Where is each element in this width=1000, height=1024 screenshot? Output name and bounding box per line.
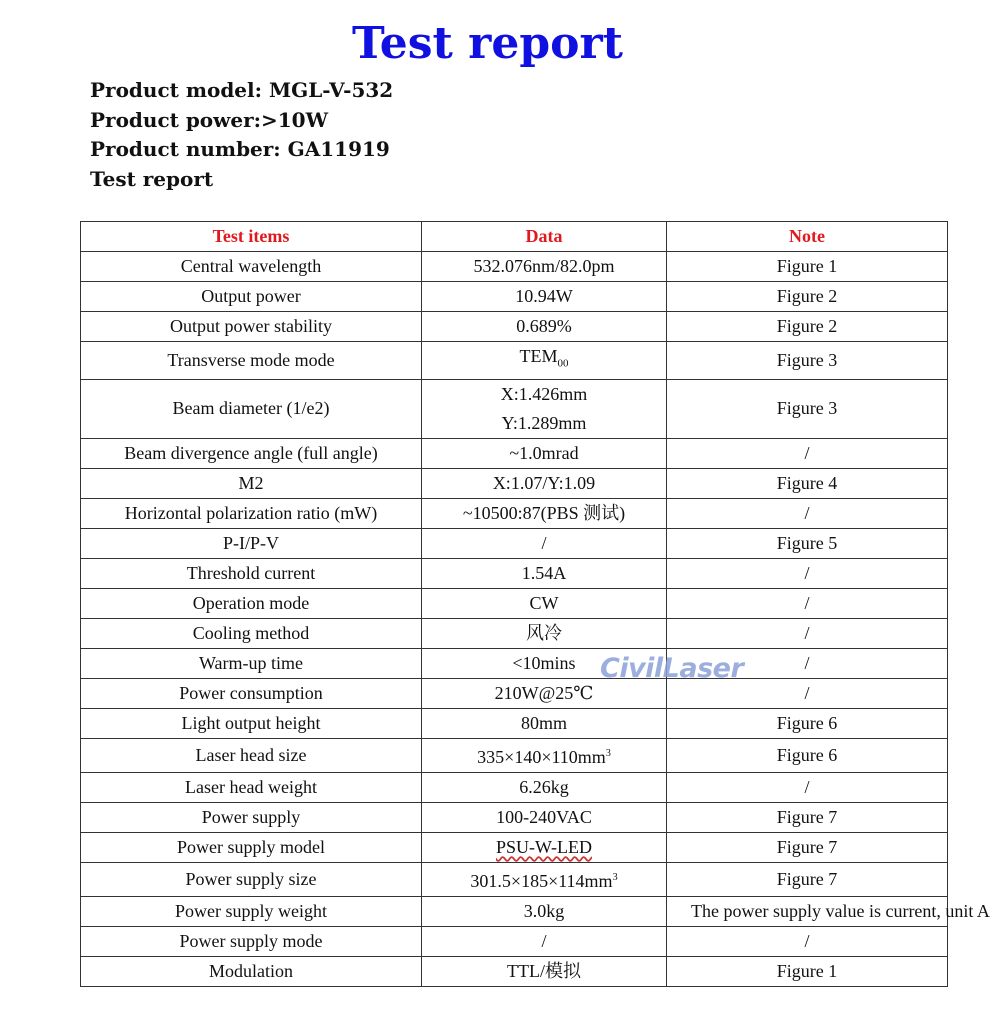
data-cell: 6.26kg — [422, 772, 667, 802]
item-cell: Horizontal polarization ratio (mW) — [81, 498, 422, 528]
item-cell: Warm-up time — [81, 648, 422, 678]
item-cell: Central wavelength — [81, 252, 422, 282]
data-cell: 532.076nm/82.0pm — [422, 252, 667, 282]
data-cell — [422, 379, 667, 438]
note-cell: Figure 2 — [667, 312, 948, 342]
table-row — [81, 468, 948, 498]
note-cell: Figure 7 — [667, 862, 948, 896]
data-line-2: Y:1.289mm — [501, 412, 587, 433]
table-row — [81, 896, 948, 926]
data-cell: 0.689% — [422, 312, 667, 342]
data-cell: X:1.07/Y:1.09 — [422, 468, 667, 498]
data-text: PSU-W-LED — [496, 836, 592, 857]
table-row — [81, 648, 948, 678]
note-cell: Figure 6 — [667, 708, 948, 738]
data-cell: ~10500:87(PBS 测试) — [422, 498, 667, 528]
data-subscript: 00 — [557, 357, 569, 370]
data-text: 335×140×110mm — [477, 746, 606, 767]
note-cell: / — [667, 926, 948, 956]
note-cell: Figure 3 — [667, 379, 948, 438]
table-row — [81, 618, 948, 648]
data-cell: 210W@25℃ — [422, 678, 667, 708]
item-cell: Light output height — [81, 708, 422, 738]
item-cell: Operation mode — [81, 588, 422, 618]
table-row — [81, 802, 948, 832]
data-cell: ~1.0mrad — [422, 438, 667, 468]
table-row — [81, 708, 948, 738]
note-cell: Figure 1 — [667, 956, 948, 986]
table-row — [81, 379, 948, 438]
watermark-logo: CivilLaser — [600, 653, 744, 684]
table-row — [81, 438, 948, 468]
note-cell: / — [667, 618, 948, 648]
item-cell: Power supply size — [81, 862, 422, 896]
item-cell: Cooling method — [81, 618, 422, 648]
product-power: Product power:>10W — [90, 107, 329, 132]
header-data: Data — [422, 222, 667, 252]
note-cell: Figure 7 — [667, 832, 948, 862]
product-info — [90, 76, 393, 194]
product-number: Product number: GA11919 — [90, 137, 390, 162]
data-cell: 3.0kg — [422, 896, 667, 926]
data-cell — [422, 832, 667, 862]
header-test-items: Test items — [81, 222, 422, 252]
note-cell: / — [667, 678, 948, 708]
item-cell: Power supply — [81, 802, 422, 832]
data-text: TEM — [519, 346, 558, 366]
table-row — [81, 558, 948, 588]
table-row — [81, 862, 948, 896]
data-cell: 10.94W — [422, 282, 667, 312]
table-row — [81, 772, 948, 802]
note-cell: / — [667, 772, 948, 802]
note-cell: / — [667, 588, 948, 618]
table-row — [81, 678, 948, 708]
page-title: Test report — [352, 18, 623, 69]
data-cell: TTL/模拟 — [422, 956, 667, 986]
data-cell: 1.54A — [422, 558, 667, 588]
table-row — [81, 832, 948, 862]
data-cell: / — [422, 528, 667, 558]
data-cell — [422, 862, 667, 896]
data-cell — [422, 738, 667, 772]
table-row — [81, 926, 948, 956]
table-row — [81, 282, 948, 312]
item-cell: Beam divergence angle (full angle) — [81, 438, 422, 468]
note-cell: / — [667, 558, 948, 588]
data-superscript: 3 — [612, 871, 618, 883]
table-row — [81, 956, 948, 986]
table-header-row — [81, 222, 948, 252]
product-model: Product model: MGL-V-532 — [90, 78, 394, 102]
note-cell: Figure 6 — [667, 738, 948, 772]
item-cell: Output power stability — [81, 312, 422, 342]
table-row — [81, 738, 948, 772]
table-row — [81, 528, 948, 558]
item-cell: Beam diameter (1/e2) — [81, 379, 422, 438]
item-cell: Threshold current — [81, 558, 422, 588]
item-cell: Power supply mode — [81, 926, 422, 956]
item-cell: Laser head weight — [81, 772, 422, 802]
data-cell: 80mm — [422, 708, 667, 738]
note-cell: Figure 4 — [667, 468, 948, 498]
data-cell — [422, 342, 667, 380]
table-row — [81, 342, 948, 380]
table-row — [81, 498, 948, 528]
note-cell: Figure 3 — [667, 342, 948, 380]
data-cell: / — [422, 926, 667, 956]
note-cell: / — [667, 438, 948, 468]
item-cell: Laser head size — [81, 738, 422, 772]
item-cell: Power supply model — [81, 832, 422, 862]
item-cell: P-I/P-V — [81, 528, 422, 558]
note-cell: / — [667, 648, 948, 678]
report-label: Test report — [90, 166, 214, 191]
item-cell: Power consumption — [81, 678, 422, 708]
data-superscript: 3 — [605, 747, 611, 759]
data-text: 301.5×185×114mm — [470, 870, 613, 891]
data-line-1: X:1.426mm — [500, 383, 588, 404]
header-note: Note — [667, 222, 948, 252]
note-cell: Figure 1 — [667, 252, 948, 282]
table-row — [81, 588, 948, 618]
note-cell: / — [667, 498, 948, 528]
item-cell: Output power — [81, 282, 422, 312]
table-row — [81, 252, 948, 282]
note-cell: The power supply value is current, unit A — [667, 896, 948, 926]
item-cell: M2 — [81, 468, 422, 498]
data-cell: CW — [422, 588, 667, 618]
data-cell: 风冷 — [422, 618, 667, 648]
data-cell: 100-240VAC — [422, 802, 667, 832]
note-cell: Figure 2 — [667, 282, 948, 312]
item-cell: Transverse mode mode — [81, 342, 422, 380]
note-cell: Figure 7 — [667, 802, 948, 832]
note-cell: Figure 5 — [667, 528, 948, 558]
item-cell: Power supply weight — [81, 896, 422, 926]
test-report-table — [80, 221, 990, 987]
data-cell: <10mins — [422, 648, 667, 678]
table-row — [81, 312, 948, 342]
item-cell: Modulation — [81, 956, 422, 986]
